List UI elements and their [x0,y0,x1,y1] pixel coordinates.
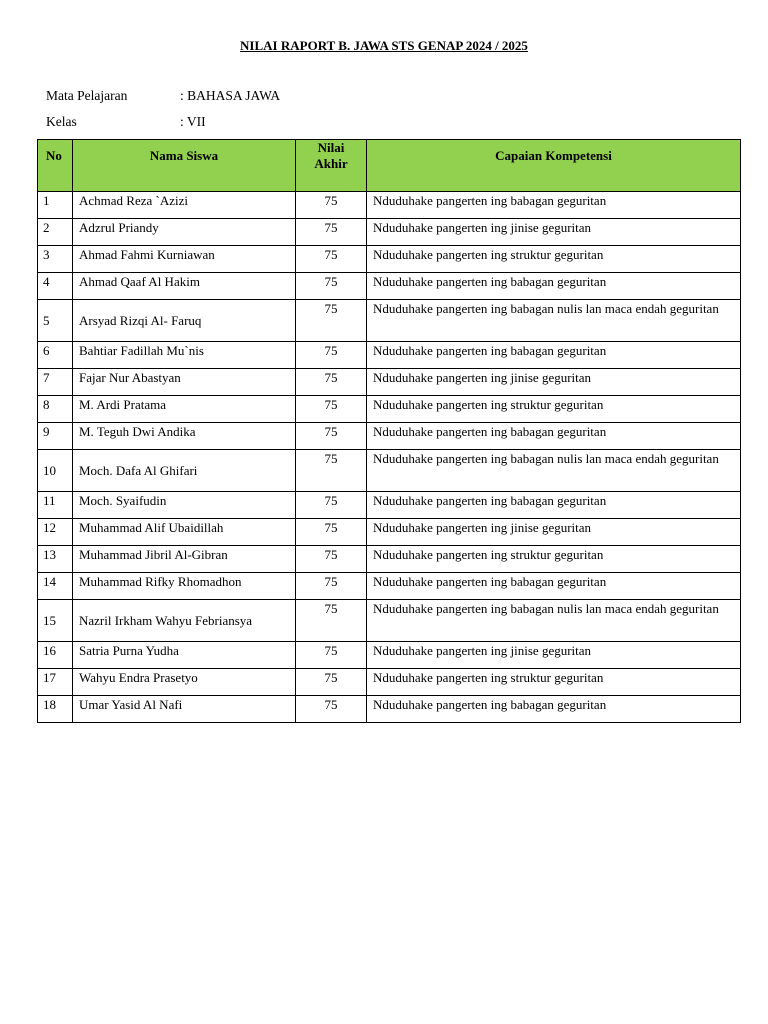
cell-capaian-kompetensi: Nduduhake pangerten ing jinise geguritan [367,219,741,246]
cell-no: 11 [38,492,73,519]
table-body [38,192,741,723]
table-row [38,642,741,669]
cell-nama-siswa: Adzrul Priandy [73,219,296,246]
cell-nilai-akhir: 75 [296,300,367,342]
cell-no: 3 [38,246,73,273]
cell-nilai-akhir: 75 [296,519,367,546]
cell-nilai-akhir: 75 [296,696,367,723]
cell-nama-siswa: Muhammad Alif Ubaidillah [73,519,296,546]
table-row [38,546,741,573]
cell-nama-siswa: Muhammad Rifky Rhomadhon [73,573,296,600]
table-row [38,300,741,342]
cell-no: 14 [38,573,73,600]
cell-capaian-kompetensi: Nduduhake pangerten ing struktur geguritan [367,669,741,696]
header-nilai-akhir [296,140,367,192]
cell-no: 7 [38,369,73,396]
cell-capaian-kompetensi: Nduduhake pangerten ing struktur geguritan [367,396,741,423]
cell-nama-siswa: Fajar Nur Abastyan [73,369,296,396]
header-no: No [38,140,73,192]
class-label: Kelas [46,114,77,129]
header-nilai-line1: Nilai [317,140,345,155]
cell-nama-siswa: Arsyad Rizqi Al- Faruq [73,300,296,342]
cell-nilai-akhir: 75 [296,600,367,642]
cell-capaian-kompetensi: Nduduhake pangerten ing babagan geguritan [367,342,741,369]
header-nilai-line2: Akhir [314,156,348,171]
cell-nilai-akhir: 75 [296,546,367,573]
cell-nilai-akhir: 75 [296,246,367,273]
cell-nilai-akhir: 75 [296,369,367,396]
cell-nama-siswa: M. Ardi Pratama [73,396,296,423]
cell-nilai-akhir: 75 [296,642,367,669]
table-row [38,342,741,369]
cell-capaian-kompetensi: Nduduhake pangerten ing babagan geguritan [367,192,741,219]
cell-nama-siswa: Bahtiar Fadillah Mu`nis [73,342,296,369]
cell-nilai-akhir: 75 [296,450,367,492]
subject-value: : BAHASA JAWA [180,88,281,103]
cell-no: 10 [38,450,73,492]
cell-no: 17 [38,669,73,696]
cell-capaian-kompetensi: Nduduhake pangerten ing jinise geguritan [367,369,741,396]
header-capaian-kompetensi: Capaian Kompetensi [367,140,741,192]
cell-capaian-kompetensi: Nduduhake pangerten ing babagan nulis lan maca endah geguritan [367,300,741,342]
cell-capaian-kompetensi: Nduduhake pangerten ing babagan geguritan [367,273,741,300]
cell-nilai-akhir: 75 [296,573,367,600]
cell-no: 2 [38,219,73,246]
table-row [38,369,741,396]
table-row [38,519,741,546]
cell-nilai-akhir: 75 [296,423,367,450]
table-row [38,669,741,696]
cell-capaian-kompetensi: Nduduhake pangerten ing babagan geguritan [367,492,741,519]
cell-capaian-kompetensi: Nduduhake pangerten ing struktur geguritan [367,546,741,573]
cell-nilai-akhir: 75 [296,492,367,519]
cell-no: 4 [38,273,73,300]
table-row [38,219,741,246]
table-row [38,396,741,423]
subject-row [46,88,280,104]
table-header-row [38,140,741,192]
document-title: NILAI RAPORT B. JAWA STS GENAP 2024 / 2025 [240,38,528,53]
cell-no: 13 [38,546,73,573]
cell-no: 12 [38,519,73,546]
class-value: : VII [180,114,206,129]
cell-nama-siswa: Umar Yasid Al Nafi [73,696,296,723]
table-row [38,696,741,723]
cell-nama-siswa: Satria Purna Yudha [73,642,296,669]
cell-capaian-kompetensi: Nduduhake pangerten ing babagan nulis lan maca endah geguritan [367,450,741,492]
header-nama-siswa: Nama Siswa [73,140,296,192]
cell-nilai-akhir: 75 [296,669,367,696]
cell-capaian-kompetensi: Nduduhake pangerten ing babagan geguritan [367,423,741,450]
cell-nama-siswa: Moch. Syaifudin [73,492,296,519]
cell-nilai-akhir: 75 [296,342,367,369]
cell-nilai-akhir: 75 [296,219,367,246]
cell-nilai-akhir: 75 [296,192,367,219]
table-row [38,192,741,219]
table-row [38,573,741,600]
cell-no: 8 [38,396,73,423]
cell-nama-siswa: Moch. Dafa Al Ghifari [73,450,296,492]
cell-nama-siswa: Nazril Irkham Wahyu Febriansya [73,600,296,642]
cell-capaian-kompetensi: Nduduhake pangerten ing babagan nulis lan maca endah geguritan [367,600,741,642]
cell-no: 1 [38,192,73,219]
cell-nilai-akhir: 75 [296,273,367,300]
cell-capaian-kompetensi: Nduduhake pangerten ing babagan geguritan [367,696,741,723]
table-row [38,492,741,519]
class-row [46,114,206,130]
cell-no: 15 [38,600,73,642]
cell-nama-siswa: Ahmad Fahmi Kurniawan [73,246,296,273]
table-row [38,600,741,642]
cell-capaian-kompetensi: Nduduhake pangerten ing jinise geguritan [367,519,741,546]
table-row [38,246,741,273]
cell-nama-siswa: Muhammad Jibril Al-Gibran [73,546,296,573]
cell-no: 18 [38,696,73,723]
cell-capaian-kompetensi: Nduduhake pangerten ing babagan geguritan [367,573,741,600]
cell-no: 9 [38,423,73,450]
cell-nama-siswa: Achmad Reza `Azizi [73,192,296,219]
table-row [38,273,741,300]
grades-table [37,139,741,723]
cell-nama-siswa: M. Teguh Dwi Andika [73,423,296,450]
table-row [38,423,741,450]
cell-no: 6 [38,342,73,369]
cell-no: 16 [38,642,73,669]
cell-nama-siswa: Wahyu Endra Prasetyo [73,669,296,696]
cell-nama-siswa: Ahmad Qaaf Al Hakim [73,273,296,300]
cell-nilai-akhir: 75 [296,396,367,423]
cell-capaian-kompetensi: Nduduhake pangerten ing struktur geguritan [367,246,741,273]
table-row [38,450,741,492]
cell-capaian-kompetensi: Nduduhake pangerten ing jinise geguritan [367,642,741,669]
cell-no: 5 [38,300,73,342]
subject-label: Mata Pelajaran [46,88,128,103]
